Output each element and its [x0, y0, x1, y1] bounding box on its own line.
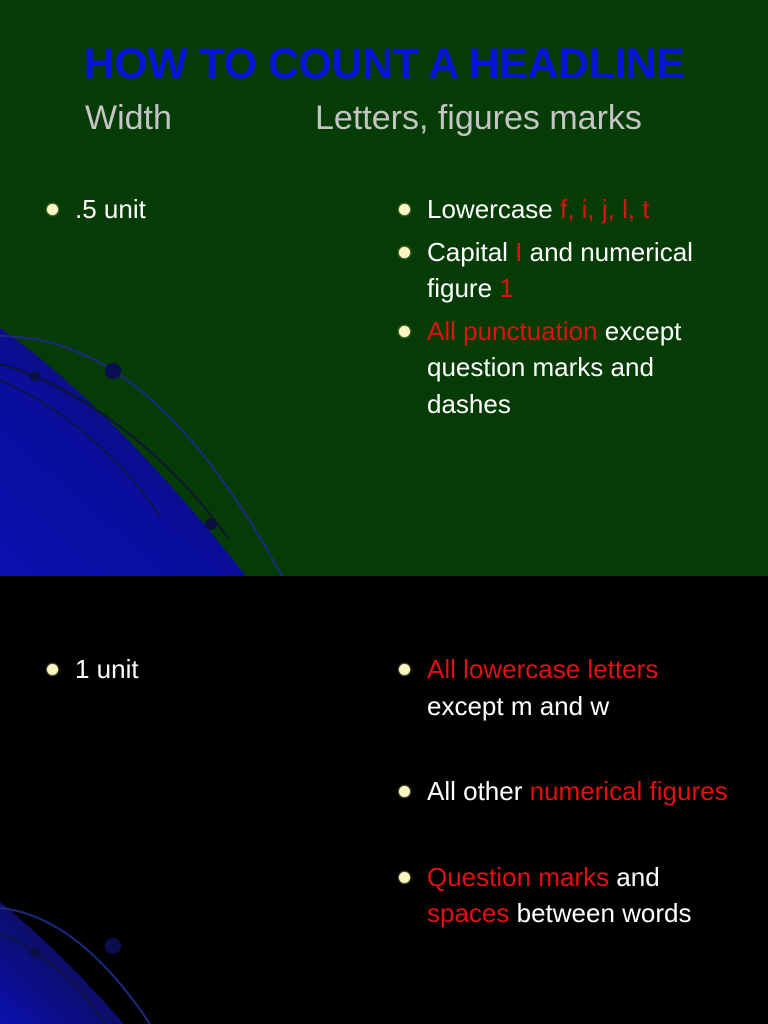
list-item [47, 651, 139, 688]
bullet-icon [399, 247, 410, 258]
highlight-text: I [515, 236, 523, 267]
bullet-text: and [609, 861, 660, 892]
decor-dot-icon [105, 938, 121, 954]
highlight-text: All punctuation [427, 315, 598, 346]
bullet-icon [399, 326, 410, 337]
list-item [399, 859, 739, 932]
bullet-text: except m and w [427, 690, 610, 721]
bullet-icon [47, 664, 58, 675]
blue-arc-decoration [0, 316, 300, 576]
bullet-icon [47, 204, 58, 215]
bullet-text: between words [509, 898, 692, 928]
list-item [399, 773, 739, 810]
width-list [47, 651, 139, 688]
bullet-icon [399, 786, 410, 797]
column-heading-letters: Letters, figures marks [315, 99, 642, 137]
list-item [47, 191, 146, 228]
bullet-text: All other [427, 776, 530, 806]
list-item [399, 234, 739, 307]
unit-label: .5 unit [75, 194, 146, 224]
decor-dot-icon [105, 363, 121, 379]
blue-arc-decoration [0, 894, 160, 1024]
list-item [399, 651, 739, 724]
list-item [399, 191, 739, 228]
highlight-text: f, i, j, l, t [559, 194, 650, 224]
letters-list [399, 651, 739, 932]
bullet-text: and numerical figure [427, 236, 693, 303]
slide-2 [0, 576, 768, 1024]
unit-label: 1 unit [75, 654, 139, 684]
highlight-text: Question marks [427, 861, 610, 892]
page-title: HOW TO COUNT A HEADLINE [83, 40, 685, 88]
bullet-text: Capital [427, 236, 516, 267]
letters-list [399, 191, 739, 428]
bullet-text: except question marks and dashes [427, 315, 682, 419]
highlight-text: spaces [427, 898, 510, 928]
bullet-icon [399, 204, 410, 215]
list-item [399, 313, 739, 423]
width-list [47, 191, 146, 228]
highlight-text: 1 [499, 273, 514, 303]
bullet-text: Lowercase [427, 194, 560, 224]
bullet-icon [399, 872, 410, 883]
highlight-text: All lowercase letters [427, 654, 659, 684]
bullet-icon [399, 664, 410, 675]
column-heading-width: Width [85, 99, 172, 137]
highlight-text: numerical figures [529, 776, 728, 806]
